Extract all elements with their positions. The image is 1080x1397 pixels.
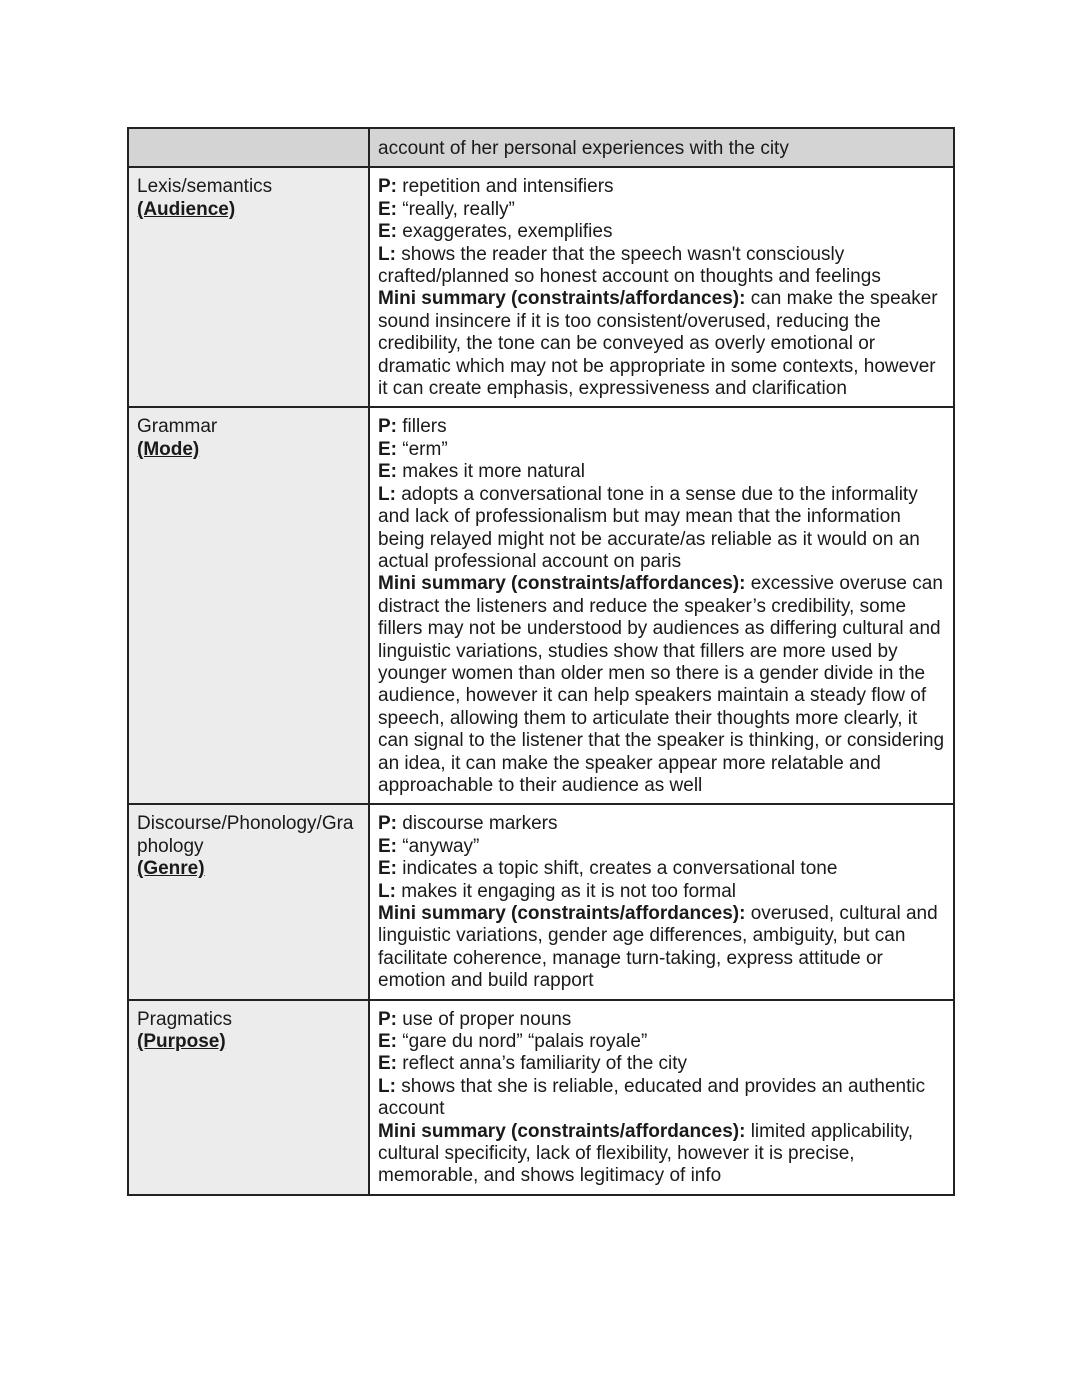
category-cell xyxy=(128,407,369,804)
category-label: Discourse/Phonology/Graphology xyxy=(137,813,354,857)
line-label: P: xyxy=(378,813,397,835)
header-right-cell: account of her personal experiences with the city xyxy=(369,128,954,167)
line-text: “erm” xyxy=(397,438,448,460)
line-label: Mini summary (constraints/affordances): xyxy=(378,288,746,310)
line-label: P: xyxy=(378,176,397,198)
category-cell xyxy=(128,1000,369,1195)
mini-summary-line xyxy=(378,903,945,993)
line-text: excessive overuse can distract the listeners and reduce the speaker’s credibility, some fillers may not be understood by audiences as differing cultural and linguistic variations, studies show that fillers are more used by younger women than older men so there is a gender divide in the audience, however it can help speakers maintain a steady flow of speech, allowing them to articulate their thoughts more clearly, it can signal to the listener that the speaker is thinking, or considering an idea, it can make the speaker appear more relatable and approachable to their audience as well xyxy=(378,573,945,796)
point-line xyxy=(378,813,945,835)
explain-line xyxy=(378,858,945,880)
line-text: exaggerates, exemplifies xyxy=(397,221,613,243)
table-row-header xyxy=(128,128,954,167)
line-label: E: xyxy=(378,835,397,857)
line-label: L: xyxy=(378,483,396,505)
evidence-line xyxy=(378,836,945,858)
analysis-table xyxy=(127,127,955,1196)
table-row xyxy=(128,407,954,804)
line-text: repetition and intensifiers xyxy=(397,176,614,198)
line-label: E: xyxy=(378,221,397,243)
line-label: L: xyxy=(378,243,396,265)
link-line xyxy=(378,881,945,903)
table-row xyxy=(128,167,954,407)
line-text: shows the reader that the speech wasn't consciously crafted/planned so honest account on thoughts and feelings xyxy=(378,243,881,288)
line-text: overused, cultural and linguistic variations, gender age differences, ambiguity, but can facilitate coherence, manage turn-taking, express attitude or emotion and build rapport xyxy=(378,903,938,992)
point-line xyxy=(378,416,945,438)
line-text: reflect anna’s familiarity of the city xyxy=(397,1053,688,1075)
line-text: makes it engaging as it is not too formal xyxy=(395,880,736,902)
focus-label: (Mode) xyxy=(137,438,200,460)
analysis-cell xyxy=(369,804,954,999)
line-label: E: xyxy=(378,461,397,483)
analysis-cell xyxy=(369,407,954,804)
point-line xyxy=(378,1009,945,1031)
category-label: Grammar xyxy=(137,416,218,438)
line-label: Mini summary (constraints/affordances): xyxy=(378,903,746,924)
evidence-line xyxy=(378,439,945,461)
category-cell xyxy=(128,804,369,999)
line-label: E: xyxy=(378,858,397,880)
line-text: “anyway” xyxy=(397,835,480,857)
focus-label: (Purpose) xyxy=(137,1031,226,1053)
table-row xyxy=(128,1000,954,1195)
focus-label: (Audience) xyxy=(137,198,236,220)
line-text: “really, really” xyxy=(397,198,515,220)
line-label: Mini summary (constraints/affordances): xyxy=(378,573,746,595)
line-text: use of proper nouns xyxy=(397,1008,572,1030)
point-line xyxy=(378,176,945,198)
table-row xyxy=(128,804,954,999)
category-label: Lexis/semantics xyxy=(137,176,273,198)
explain-line xyxy=(378,221,945,243)
header-left-cell xyxy=(128,128,369,167)
line-text: shows that she is reliable, educated and provides an authentic account xyxy=(378,1075,926,1120)
line-text: “gare du nord” “palais royale” xyxy=(397,1031,648,1053)
line-label: E: xyxy=(378,438,397,460)
line-text: indicates a topic shift, creates a conversational tone xyxy=(397,858,838,880)
mini-summary-line xyxy=(378,573,945,797)
line-label: L: xyxy=(378,1075,396,1097)
line-label: P: xyxy=(378,1008,397,1030)
line-text: can make the speaker sound insincere if it is too consistent/overused, reducing the credibility, the tone can be conveyed as overly emotional or dramatic which may not be appropriate in some contexts, however it can create emphasis, expressiveness and clarification xyxy=(378,288,938,400)
line-text: fillers xyxy=(397,416,447,438)
evidence-line xyxy=(378,199,945,221)
line-label: E: xyxy=(378,198,397,220)
link-line xyxy=(378,484,945,574)
line-text: adopts a conversational tone in a sense due to the informality and lack of professionalism but may mean that the information being relayed might not be accurate/as reliable as it would on an actual professional account on paris xyxy=(378,483,920,572)
link-line xyxy=(378,1076,945,1121)
analysis-cell xyxy=(369,167,954,407)
link-line xyxy=(378,244,945,289)
line-text: discourse markers xyxy=(397,813,558,835)
explain-line xyxy=(378,461,945,483)
line-label: L: xyxy=(378,880,396,902)
mini-summary-line xyxy=(378,1121,945,1188)
line-label: E: xyxy=(378,1053,397,1075)
category-label: Pragmatics xyxy=(137,1008,233,1030)
analysis-cell xyxy=(369,1000,954,1195)
line-label: P: xyxy=(378,416,397,438)
evidence-line xyxy=(378,1031,945,1053)
line-label: E: xyxy=(378,1031,397,1053)
explain-line xyxy=(378,1053,945,1075)
line-label: Mini summary (constraints/affordances): xyxy=(378,1120,746,1142)
focus-label: (Genre) xyxy=(137,858,205,880)
line-text: limited applicability, cultural specificity, lack of flexibility, however it is precise, memorable, and shows legitimacy of info xyxy=(378,1120,913,1187)
category-cell xyxy=(128,167,369,407)
mini-summary-line xyxy=(378,288,945,400)
line-text: makes it more natural xyxy=(397,461,585,483)
